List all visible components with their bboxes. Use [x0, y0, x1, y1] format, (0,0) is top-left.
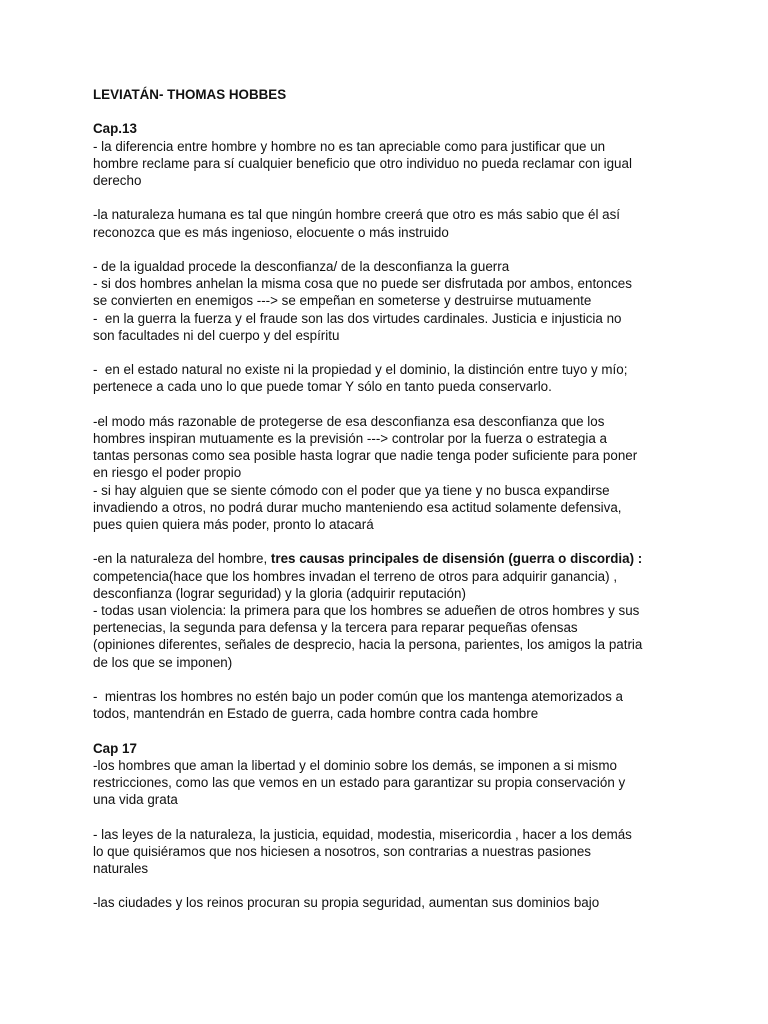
text-line: - de la igualdad procede la desconfianza/ de la desconfianza la guerra — [93, 258, 510, 274]
paragraph — [93, 138, 713, 190]
text-line: -la naturaleza humana es tal que ningún hombre creerá que otro es más sabio que él así — [93, 207, 621, 223]
text-line: hombres inspiran mutuamente es la previsión ---> controlar por la fuerza o estrategia a — [93, 430, 607, 446]
section-heading-cap13: Cap.13 — [93, 121, 137, 137]
paragraph — [93, 688, 713, 722]
text-line: (opiniones diferentes, señales de desprecio, hacia la persona, parientes, los amigos la patria — [93, 637, 643, 653]
paragraph — [93, 757, 713, 809]
text-line: pues quien quiera más poder, pronto lo atacará — [93, 517, 374, 532]
section-heading-cap17: Cap 17 — [93, 740, 137, 756]
text-line: tantas personas como sea posible hasta lograr que nadie tenga poder suficiente para poner — [93, 448, 638, 464]
text-line: invadiendo a otros, no podrá durar mucho manteniendo esa actitud solamente defensiva, — [93, 499, 622, 515]
document-page — [93, 86, 713, 929]
text-line: - todas usan violencia: la primera para que los hombres se adueñen de otros hombres y sus — [93, 603, 640, 618]
text-line: todos, mantendrán en Estado de guerra, cada hombre contra cada hombre — [93, 706, 539, 722]
text-line: derecho — [93, 173, 142, 188]
text-line: naturales — [93, 861, 149, 876]
paragraph — [93, 206, 713, 240]
text-line: competencia(hace que los hombres invadan el terreno de otros para adquirir ganancia) , — [93, 568, 618, 584]
document-title: LEVIATÁN- THOMAS HOBBES — [93, 87, 287, 102]
text-line: reconozca que es más ingenioso, elocuente o más instruido — [93, 224, 449, 240]
text-line: - mientras los hombres no estén bajo un poder común que los mantenga atemorizados a — [93, 689, 623, 704]
text-line: pertenece a cada uno lo que puede tomar Y sólo en tanto pueda conservarlo. — [93, 379, 552, 395]
paragraph — [93, 413, 713, 533]
text-line: - en el estado natural no existe ni la propiedad y el dominio, la distinción entre tuyo y mío; — [93, 362, 628, 378]
text-line: son facultades ni del cuerpo y del espíritu — [93, 327, 340, 343]
text-line: una vida grata — [93, 792, 178, 808]
text-line: -el modo más razonable de protegerse de esa desconfianza esa desconfianza que los — [93, 413, 605, 429]
text-line: de los que se imponen) — [93, 654, 233, 670]
text-line: -los hombres que aman la libertad y el dominio sobre los demás, se imponen a si mismo — [93, 757, 617, 773]
text-line: hombre reclame para sí cualquier beneficio que otro individuo no pueda reclamar con igual — [93, 155, 632, 171]
text-line: - si dos hombres anhelan la misma cosa que no puede ser disfrutada por ambos, entonces — [93, 276, 632, 292]
text-line: pertenecias, la segunda para defensa y la tercera para reparar pequeñas ofensas — [93, 620, 578, 636]
text-line: - la diferencia entre hombre y hombre no es tan apreciable como para justificar que un — [93, 138, 606, 154]
text-line: desconfianza (lograr seguridad) y la gloria (adquirir reputación) — [93, 585, 466, 601]
text-line: restricciones, como las que vemos en un estado para garantizar su propia conservación y — [93, 775, 626, 790]
text-line: -las ciudades y los reinos procuran su propia seguridad, aumentan sus dominios bajo — [93, 895, 600, 911]
paragraph — [93, 826, 713, 878]
paragraph-causes — [93, 550, 713, 670]
text-line: lo que quisiéramos que nos hiciesen a nosotros, son contrarias a nuestras pasiones — [93, 843, 591, 859]
text-line: - si hay alguien que se siente cómodo con el poder que ya tiene y no busca expandirse — [93, 482, 610, 498]
paragraph — [93, 258, 713, 344]
text-line: - las leyes de la naturaleza, la justicia, equidad, modestia, misericordia , hacer a los demás — [93, 826, 632, 842]
text-line: - en la guerra la fuerza y el fraude son las dos virtudes cardinales. Justicia e injusticia no — [93, 310, 622, 326]
paragraph — [93, 894, 713, 911]
causes-bold-heading: tres causas principales de disensión (guerra o discordia) : — [270, 551, 643, 567]
text-line: se convierten en enemigos ---> se empeñan en someterse y destruirse mutuamente — [93, 293, 592, 309]
paragraph — [93, 361, 713, 395]
text-line — [93, 550, 713, 567]
text-line: en riesgo el poder propio — [93, 465, 242, 481]
causes-intro: -en la naturaleza del hombre, — [93, 551, 271, 567]
